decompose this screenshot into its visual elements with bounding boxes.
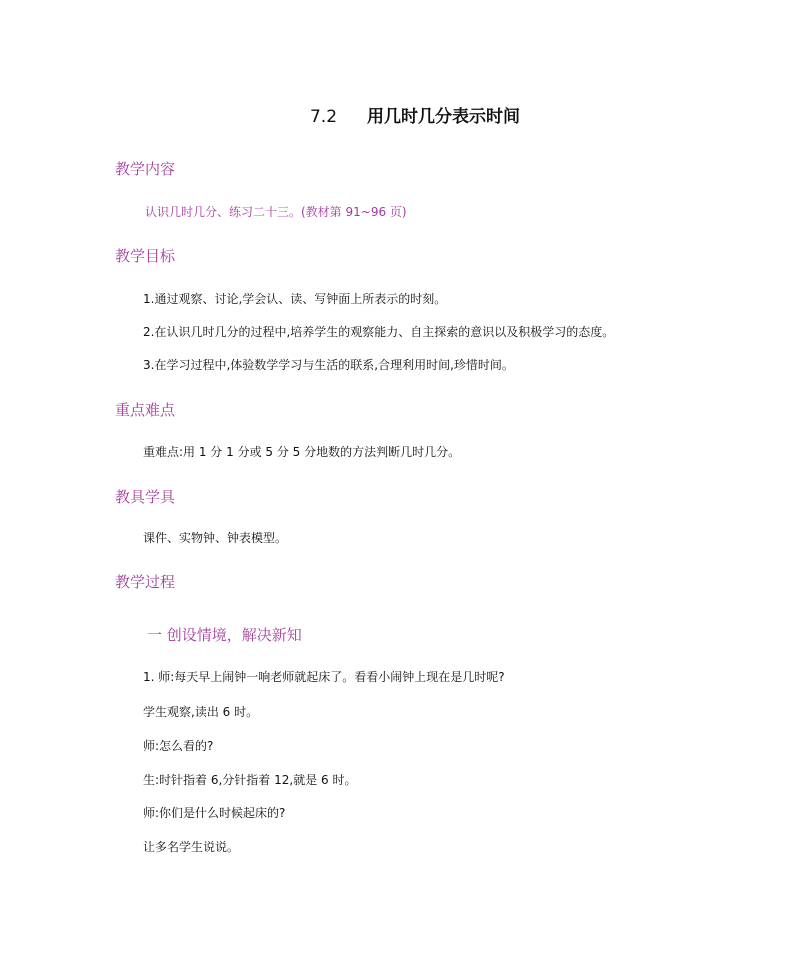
keypoints-text: 重难点:用 1 分 1 分或 5 分 5 分地数的方法判断几时几分。 — [143, 445, 461, 459]
heading-process: 教学过程 — [115, 573, 176, 591]
process-subheading: 一 创设情境，解决新知 — [147, 626, 302, 644]
process-line-4: 生:时针指着 6,分针指着 12,就是 6 时。 — [143, 773, 357, 787]
goal-item-2: 2.在认识几时几分的过程中,培养学生的观察能力、自主探索的意识以及积极学习的态度。 — [143, 325, 615, 339]
section-number: 7.2 — [309, 107, 338, 127]
goal-item-3: 3.在学习过程中,体验数学学习与生活的联系,合理利用时间,珍惜时间。 — [143, 358, 514, 372]
tools-text: 课件、实物钟、钟表模型。 — [143, 531, 288, 545]
page-title — [0, 102, 794, 127]
heading-goals: 教学目标 — [115, 247, 176, 265]
process-line-3: 师:怎么看的? — [143, 739, 214, 753]
content-text: 认识几时几分、练习二十三。(教材第 91~96 页) — [145, 205, 407, 219]
heading-tools: 教具学具 — [115, 488, 176, 506]
process-line-2: 学生观察,读出 6 时。 — [143, 705, 259, 719]
process-line-5: 师:你们是什么时候起床的? — [143, 806, 286, 820]
goal-item-1: 1.通过观察、讨论,学会认、读、写钟面上所表示的时刻。 — [143, 292, 447, 306]
process-line-6: 让多名学生说说。 — [143, 840, 240, 854]
title-text: 用几时几分表示时间 — [367, 107, 521, 127]
process-line-1: 1. 师:每天早上闹钟一响老师就起床了。看看小闹钟上现在是几时呢? — [143, 670, 505, 684]
heading-keypoints: 重点难点 — [115, 401, 176, 419]
heading-content: 教学内容 — [115, 160, 176, 178]
